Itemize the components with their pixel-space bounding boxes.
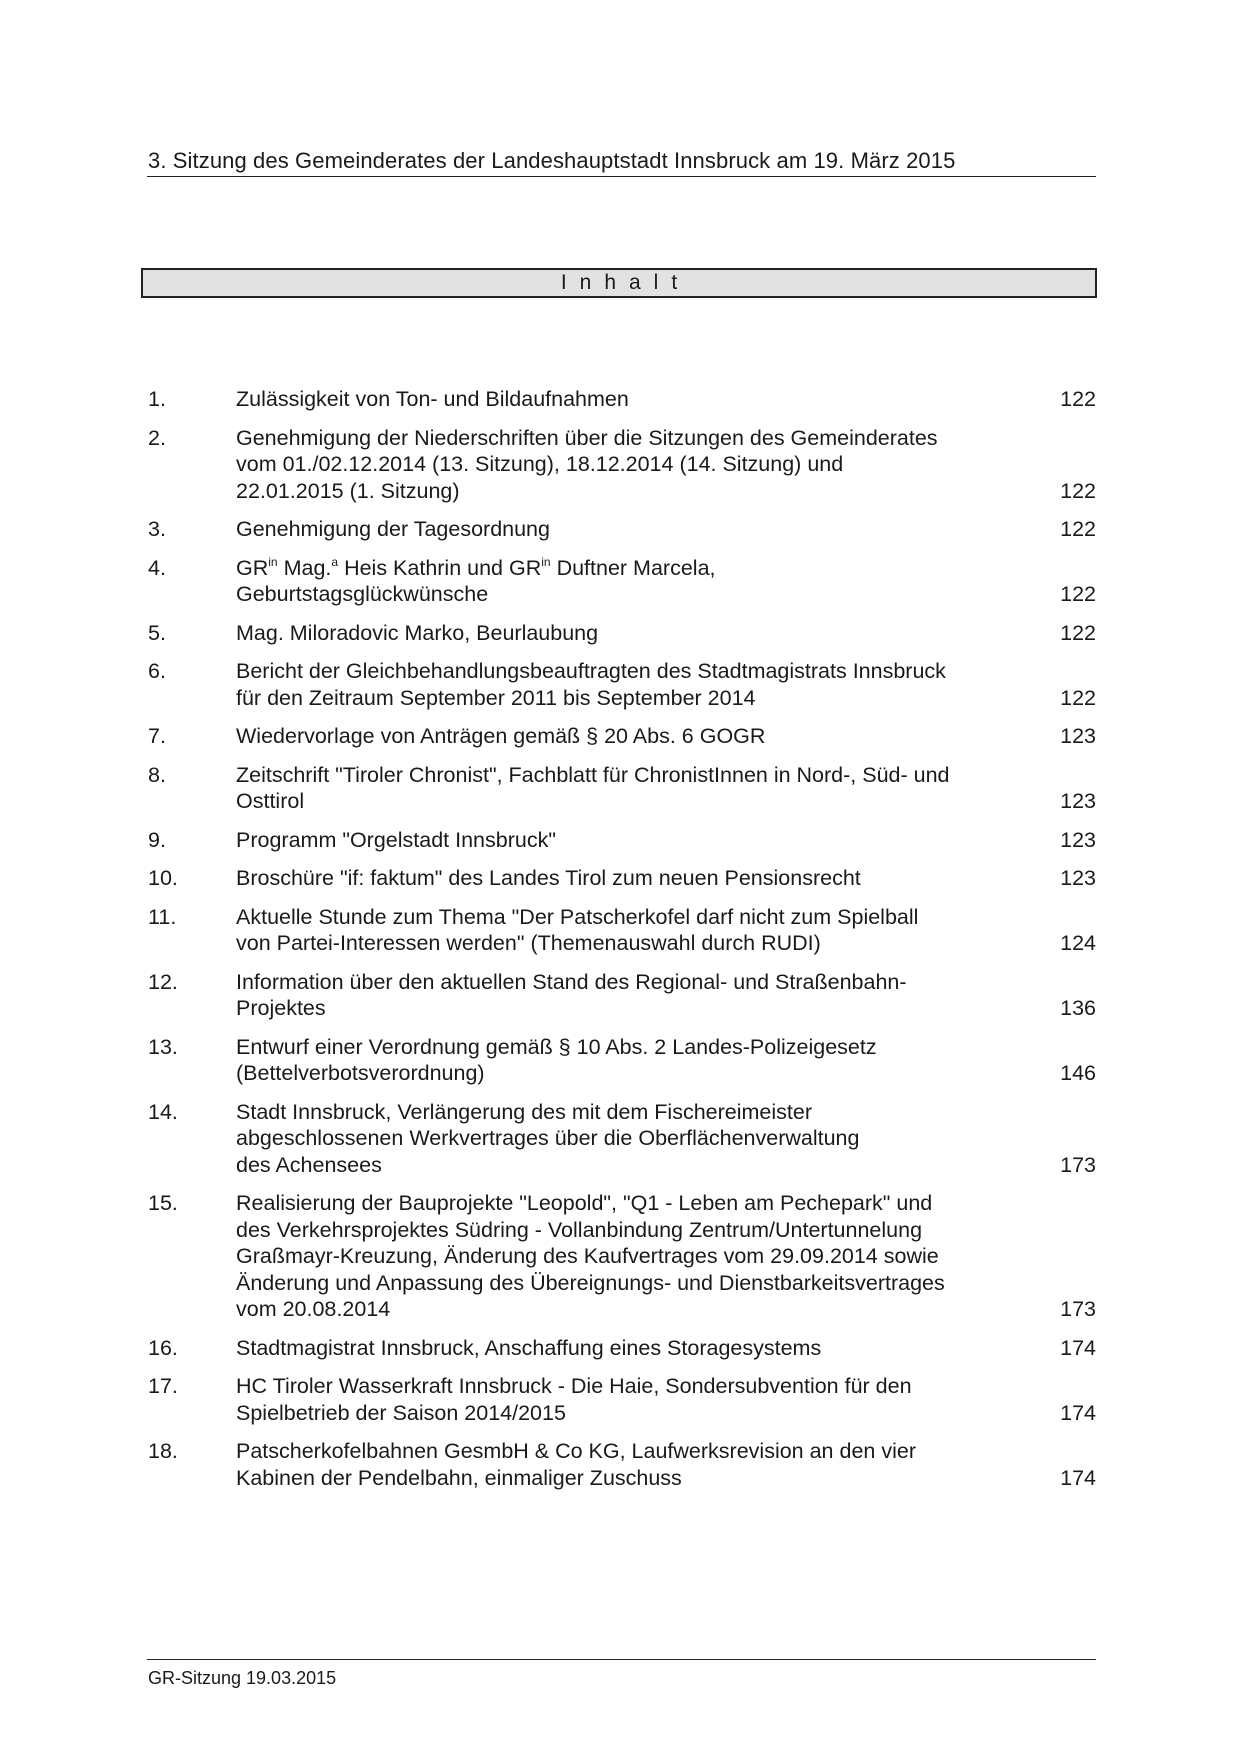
- toc-entry-title-line: Projektes: [236, 996, 326, 1020]
- toc-entry: [148, 425, 1096, 505]
- toc-entry-title-line: Wiedervorlage von Anträgen gemäß § 20 Abs. 6 GOGR: [236, 724, 766, 748]
- title-abbreviation: GR: [236, 555, 269, 580]
- toc-entry: [148, 969, 1096, 1022]
- toc-entry-title: [236, 1034, 1036, 1087]
- toc-entry-title-line: Stadtmagistrat Innsbruck, Anschaffung eines Storagesystems: [236, 1335, 822, 1360]
- toc-entry-page-number: 123: [1060, 827, 1096, 852]
- toc-entry-page-number: 122: [1060, 387, 1096, 411]
- toc-entry-title: [236, 386, 1036, 413]
- toc-entry-title: [236, 425, 1036, 505]
- toc-entry-title-line: Zulässigkeit von Ton- und Bildaufnahmen: [236, 387, 629, 411]
- toc-entry-page-number: 122: [1060, 478, 1096, 503]
- toc-entry-page-number: 123: [1060, 866, 1096, 890]
- toc-entry-number: 4.: [148, 555, 166, 580]
- toc-entry: [148, 723, 1096, 750]
- toc-entry: [148, 516, 1096, 543]
- toc-entry-page-number: 122: [1060, 517, 1096, 541]
- toc-entry-number: 5.: [148, 620, 166, 645]
- toc-entry-page-number: 173: [1060, 1152, 1096, 1177]
- toc-entry-page-number: 174: [1060, 1335, 1096, 1360]
- toc-entry-number: 3.: [148, 517, 166, 541]
- title-superscript: a: [331, 554, 339, 569]
- toc-entry-number: 12.: [148, 969, 178, 994]
- toc-entry: [148, 762, 1096, 815]
- toc-entry-title-line: des Verkehrsprojektes Südring - Vollanbindung Zentrum/Untertunnelung: [236, 1217, 923, 1242]
- toc-entry-page-number: 122: [1060, 582, 1096, 606]
- toc-entry-number: 18.: [148, 1439, 178, 1463]
- toc-entry-title-line: [236, 555, 1036, 582]
- toc-entry-title-line: Genehmigung der Niederschriften über die Sitzungen des Gemeinderates: [236, 425, 938, 450]
- toc-entry-number: 11.: [148, 904, 177, 929]
- toc-entry-number: 1.: [148, 387, 166, 411]
- toc-entry-page-number: 173: [1060, 1297, 1096, 1321]
- toc-entry-number: 13.: [148, 1034, 178, 1059]
- toc-entry: [148, 555, 1096, 608]
- toc-entry-page-number: 174: [1060, 1400, 1096, 1425]
- toc-entry-title-line: Stadt Innsbruck, Verlängerung des mit dem Fischereimeister: [236, 1099, 812, 1124]
- toc-entry-title-line: Geburtstagsglückwünsche: [236, 582, 489, 606]
- toc-entry-title-line: Genehmigung der Tagesordnung: [236, 517, 550, 541]
- toc-entry-page-number: 123: [1060, 724, 1096, 748]
- toc-entry-title-line: Spielbetrieb der Saison 2014/2015: [236, 1400, 566, 1425]
- footer-divider: [147, 1659, 1096, 1660]
- toc-entry: [148, 1190, 1096, 1323]
- toc-entry-title: [236, 1335, 1036, 1362]
- toc-entry-number: 8.: [148, 762, 166, 787]
- toc-entry-title-line: Patscherkofelbahnen GesmbH & Co KG, Laufwerksrevision an den vier: [236, 1439, 916, 1463]
- toc-entry-title-line: Information über den aktuellen Stand des Regional- und Straßenbahn-: [236, 969, 907, 994]
- title-abbreviation: Mag.: [283, 555, 332, 580]
- toc-entry-title-line: 22.01.2015 (1. Sitzung): [236, 478, 460, 503]
- toc-entry: [148, 827, 1096, 854]
- toc-entry-title: [236, 516, 1036, 543]
- toc-entry-title-line: Aktuelle Stunde zum Thema "Der Patscherkofel darf nicht zum Spielball: [236, 904, 919, 929]
- toc-entry-title: [236, 1099, 1036, 1179]
- toc-entry-number: 16.: [148, 1335, 178, 1360]
- toc-entry-title: [236, 969, 1036, 1022]
- title-abbreviation: GR: [509, 555, 542, 580]
- toc-entry: [148, 1099, 1096, 1179]
- toc-entry-number: 9.: [148, 827, 166, 852]
- toc-entry-title: [236, 555, 1036, 608]
- toc-entry: [148, 386, 1096, 413]
- page-header-title: 3. Sitzung des Gemeinderates der Landeshauptstadt Innsbruck am 19. März 2015: [148, 148, 956, 173]
- toc-entry-title-line: vom 01./02.12.2014 (13. Sitzung), 18.12.2014 (14. Sitzung) und: [236, 452, 844, 476]
- toc-entry-page-number: 136: [1060, 996, 1096, 1020]
- toc-entry-number: 7.: [148, 724, 166, 748]
- toc-entry: [148, 865, 1096, 892]
- toc-entry-title-line: Bericht der Gleichbehandlungsbeauftragten des Stadtmagistrats Innsbruck: [236, 659, 946, 683]
- toc-entry-title-line: des Achensees: [236, 1152, 382, 1177]
- toc-entry-title-line: für den Zeitraum September 2011 bis September 2014: [236, 685, 756, 710]
- section-heading-label: Inhalt: [560, 271, 691, 294]
- toc-entry-number: 15.: [148, 1191, 178, 1215]
- toc-entry-title-line: (Bettelverbotsverordnung): [236, 1061, 485, 1085]
- toc-entry-title-line: Realisierung der Bauprojekte "Leopold", "Q1 - Leben am Pechepark" und: [236, 1191, 933, 1215]
- toc-entry-title: [236, 1190, 1036, 1323]
- toc-entry-title: [236, 620, 1036, 647]
- toc-entry-title: [236, 827, 1036, 854]
- toc-entry: [148, 904, 1096, 957]
- toc-entry-page-number: 124: [1060, 931, 1096, 955]
- toc-entry-title-line: abgeschlossenen Werkvertrages über die Oberflächenverwaltung: [236, 1126, 860, 1150]
- table-of-contents: [148, 386, 1096, 1503]
- toc-entry: [148, 620, 1096, 647]
- toc-entry-page-number: 123: [1060, 789, 1096, 813]
- toc-entry-title-line: Osttirol: [236, 789, 305, 813]
- toc-entry-number: 14.: [148, 1099, 178, 1124]
- toc-entry-page-number: 122: [1060, 620, 1096, 645]
- toc-entry-title-line: Programm "Orgelstadt Innsbruck": [236, 827, 556, 852]
- toc-entry-title-line: Entwurf einer Verordnung gemäß § 10 Abs. 2 Landes-Polizeigesetz: [236, 1034, 877, 1059]
- toc-entry-title-line: Graßmayr-Kreuzung, Änderung des Kaufvertrages vom 29.09.2014 sowie: [236, 1244, 939, 1268]
- toc-entry-number: 17.: [148, 1374, 178, 1398]
- toc-entry-number: 6.: [148, 659, 166, 683]
- toc-entry: [148, 1373, 1096, 1426]
- toc-entry-number: 10.: [148, 866, 178, 890]
- page-footer: GR-Sitzung 19.03.2015: [148, 1668, 337, 1688]
- person-name: Duftner Marcela,: [556, 555, 716, 580]
- toc-entry-title: [236, 1373, 1036, 1426]
- toc-entry-page-number: 146: [1060, 1061, 1096, 1085]
- toc-entry-title-line: vom 20.08.2014: [236, 1297, 391, 1321]
- person-name: Heis Kathrin und: [344, 555, 504, 580]
- toc-entry-title-line: Änderung und Anpassung des Übereignungs- und Dienstbarkeitsvertrages: [236, 1270, 945, 1295]
- title-superscript: in: [268, 554, 278, 569]
- toc-entry-page-number: 122: [1060, 685, 1096, 710]
- toc-entry: [148, 1335, 1096, 1362]
- toc-entry-number: 2.: [148, 425, 166, 450]
- toc-entry: [148, 1438, 1096, 1491]
- toc-entry-title-line: von Partei-Interessen werden" (Themenauswahl durch RUDI): [236, 931, 821, 955]
- toc-entry: [148, 658, 1096, 711]
- toc-entry-title: [236, 762, 1036, 815]
- toc-entry-title-line: Zeitschrift "Tiroler Chronist", Fachblatt für ChronistInnen in Nord-, Süd- und: [236, 762, 950, 787]
- toc-entry-title-line: Kabinen der Pendelbahn, einmaliger Zuschuss: [236, 1465, 682, 1490]
- toc-entry-title: [236, 904, 1036, 957]
- toc-entry-title-line: HC Tiroler Wasserkraft Innsbruck - Die Haie, Sondersubvention für den: [236, 1374, 912, 1398]
- section-heading-inhalt: [141, 268, 1097, 298]
- header-divider: [147, 176, 1096, 177]
- toc-entry-title: [236, 865, 1036, 892]
- toc-entry: [148, 1034, 1096, 1087]
- toc-entry-title: [236, 1438, 1036, 1491]
- toc-entry-title: [236, 658, 1036, 711]
- toc-entry-title-line: Mag. Miloradovic Marko, Beurlaubung: [236, 620, 599, 645]
- toc-entry-page-number: 174: [1060, 1465, 1096, 1490]
- toc-entry-title: [236, 723, 1036, 750]
- toc-entry-title-line: Broschüre "if: faktum" des Landes Tirol zum neuen Pensionsrecht: [236, 866, 861, 890]
- title-superscript: in: [541, 554, 551, 569]
